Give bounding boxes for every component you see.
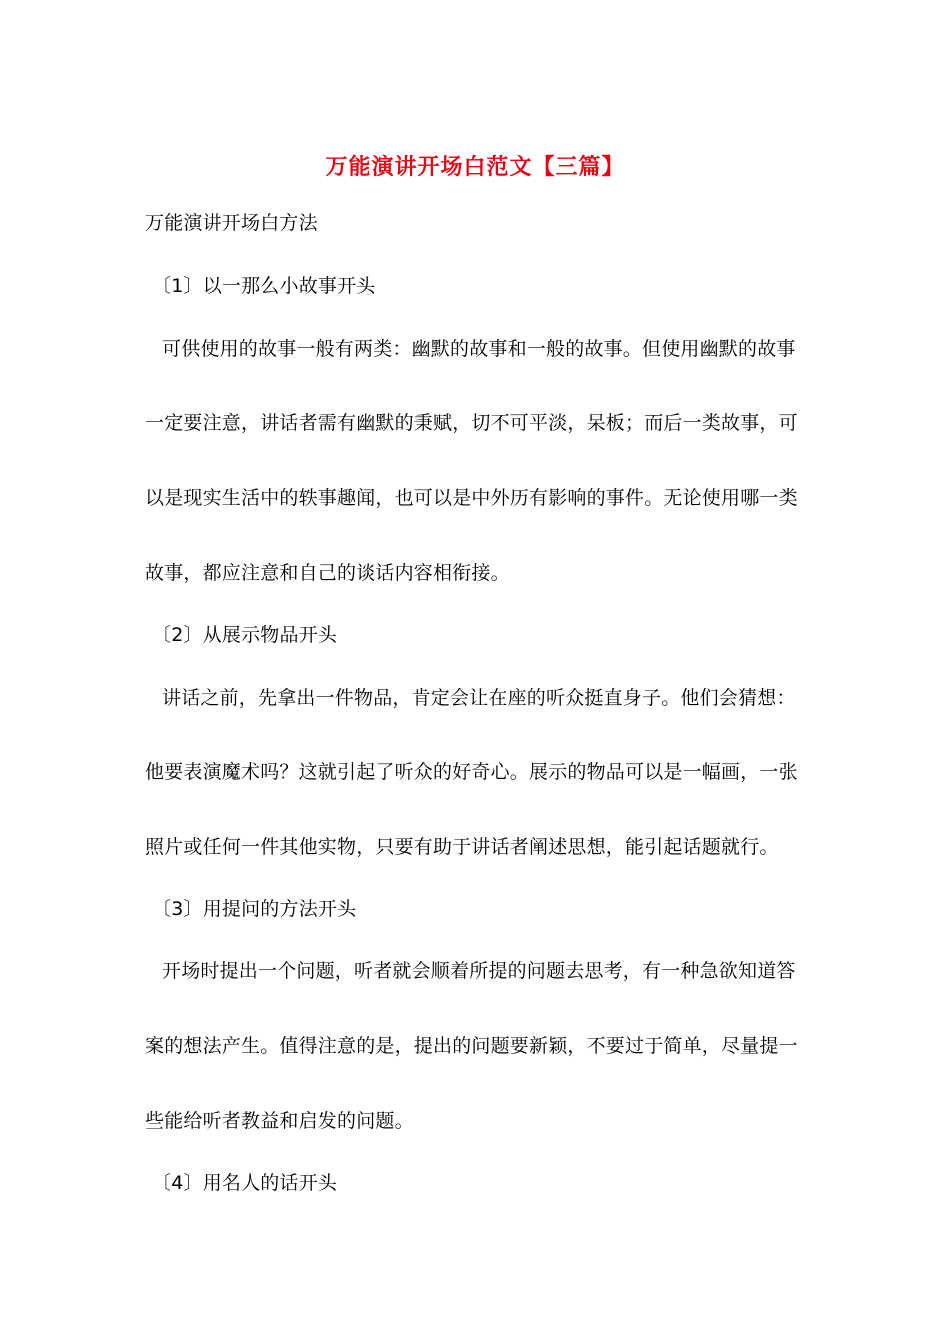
paragraph-line: 他要表演魔术吗？这就引起了听众的好奇心。展示的物品可以是一幅画，一张 [145,761,798,783]
paragraph-line: 开场时提出一个问题，听者就会顺着所提的问题去思考，有一种急欲知道答 [162,960,796,982]
paragraph-line: 可供使用的故事一般有两类：幽默的故事和一般的故事。但使用幽默的故事 [162,338,796,360]
paragraph-line: 以是现实生活中的轶事趣闻，也可以是中外历有影响的事件。无论使用哪一类 [145,487,798,509]
paragraph-line: 案的想法产生。值得注意的是，提出的问题要新颖，不要过于简单，尽量提一 [145,1035,798,1057]
paragraph-line: 故事，都应注意和自己的谈话内容相衔接。 [145,562,510,584]
document-title: 万能演讲开场白范文【三篇】 [325,154,625,180]
sub-heading-1: 〔1〕以一那么小故事开头 [152,275,376,297]
sub-heading-4: 〔4〕用名人的话开头 [152,1172,338,1194]
section-heading-methods: 万能演讲开场白方法 [145,212,318,234]
paragraph-line: 讲话之前，先拿出一件物品，肯定会让在座的听众挺直身子。他们会猜想： [162,687,796,709]
paragraph-line: 照片或任何一件其他实物，只要有助于讲话者阐述思想，能引起话题就行。 [145,836,779,858]
sub-heading-2: 〔2〕从展示物品开头 [152,624,338,646]
paragraph-line: 一定要注意，讲话者需有幽默的秉赋，切不可平淡，呆板；而后一类故事，可 [145,412,798,434]
paragraph-line: 些能给听者教益和启发的问题。 [145,1110,414,1132]
sub-heading-3: 〔3〕用提问的方法开头 [152,898,357,920]
